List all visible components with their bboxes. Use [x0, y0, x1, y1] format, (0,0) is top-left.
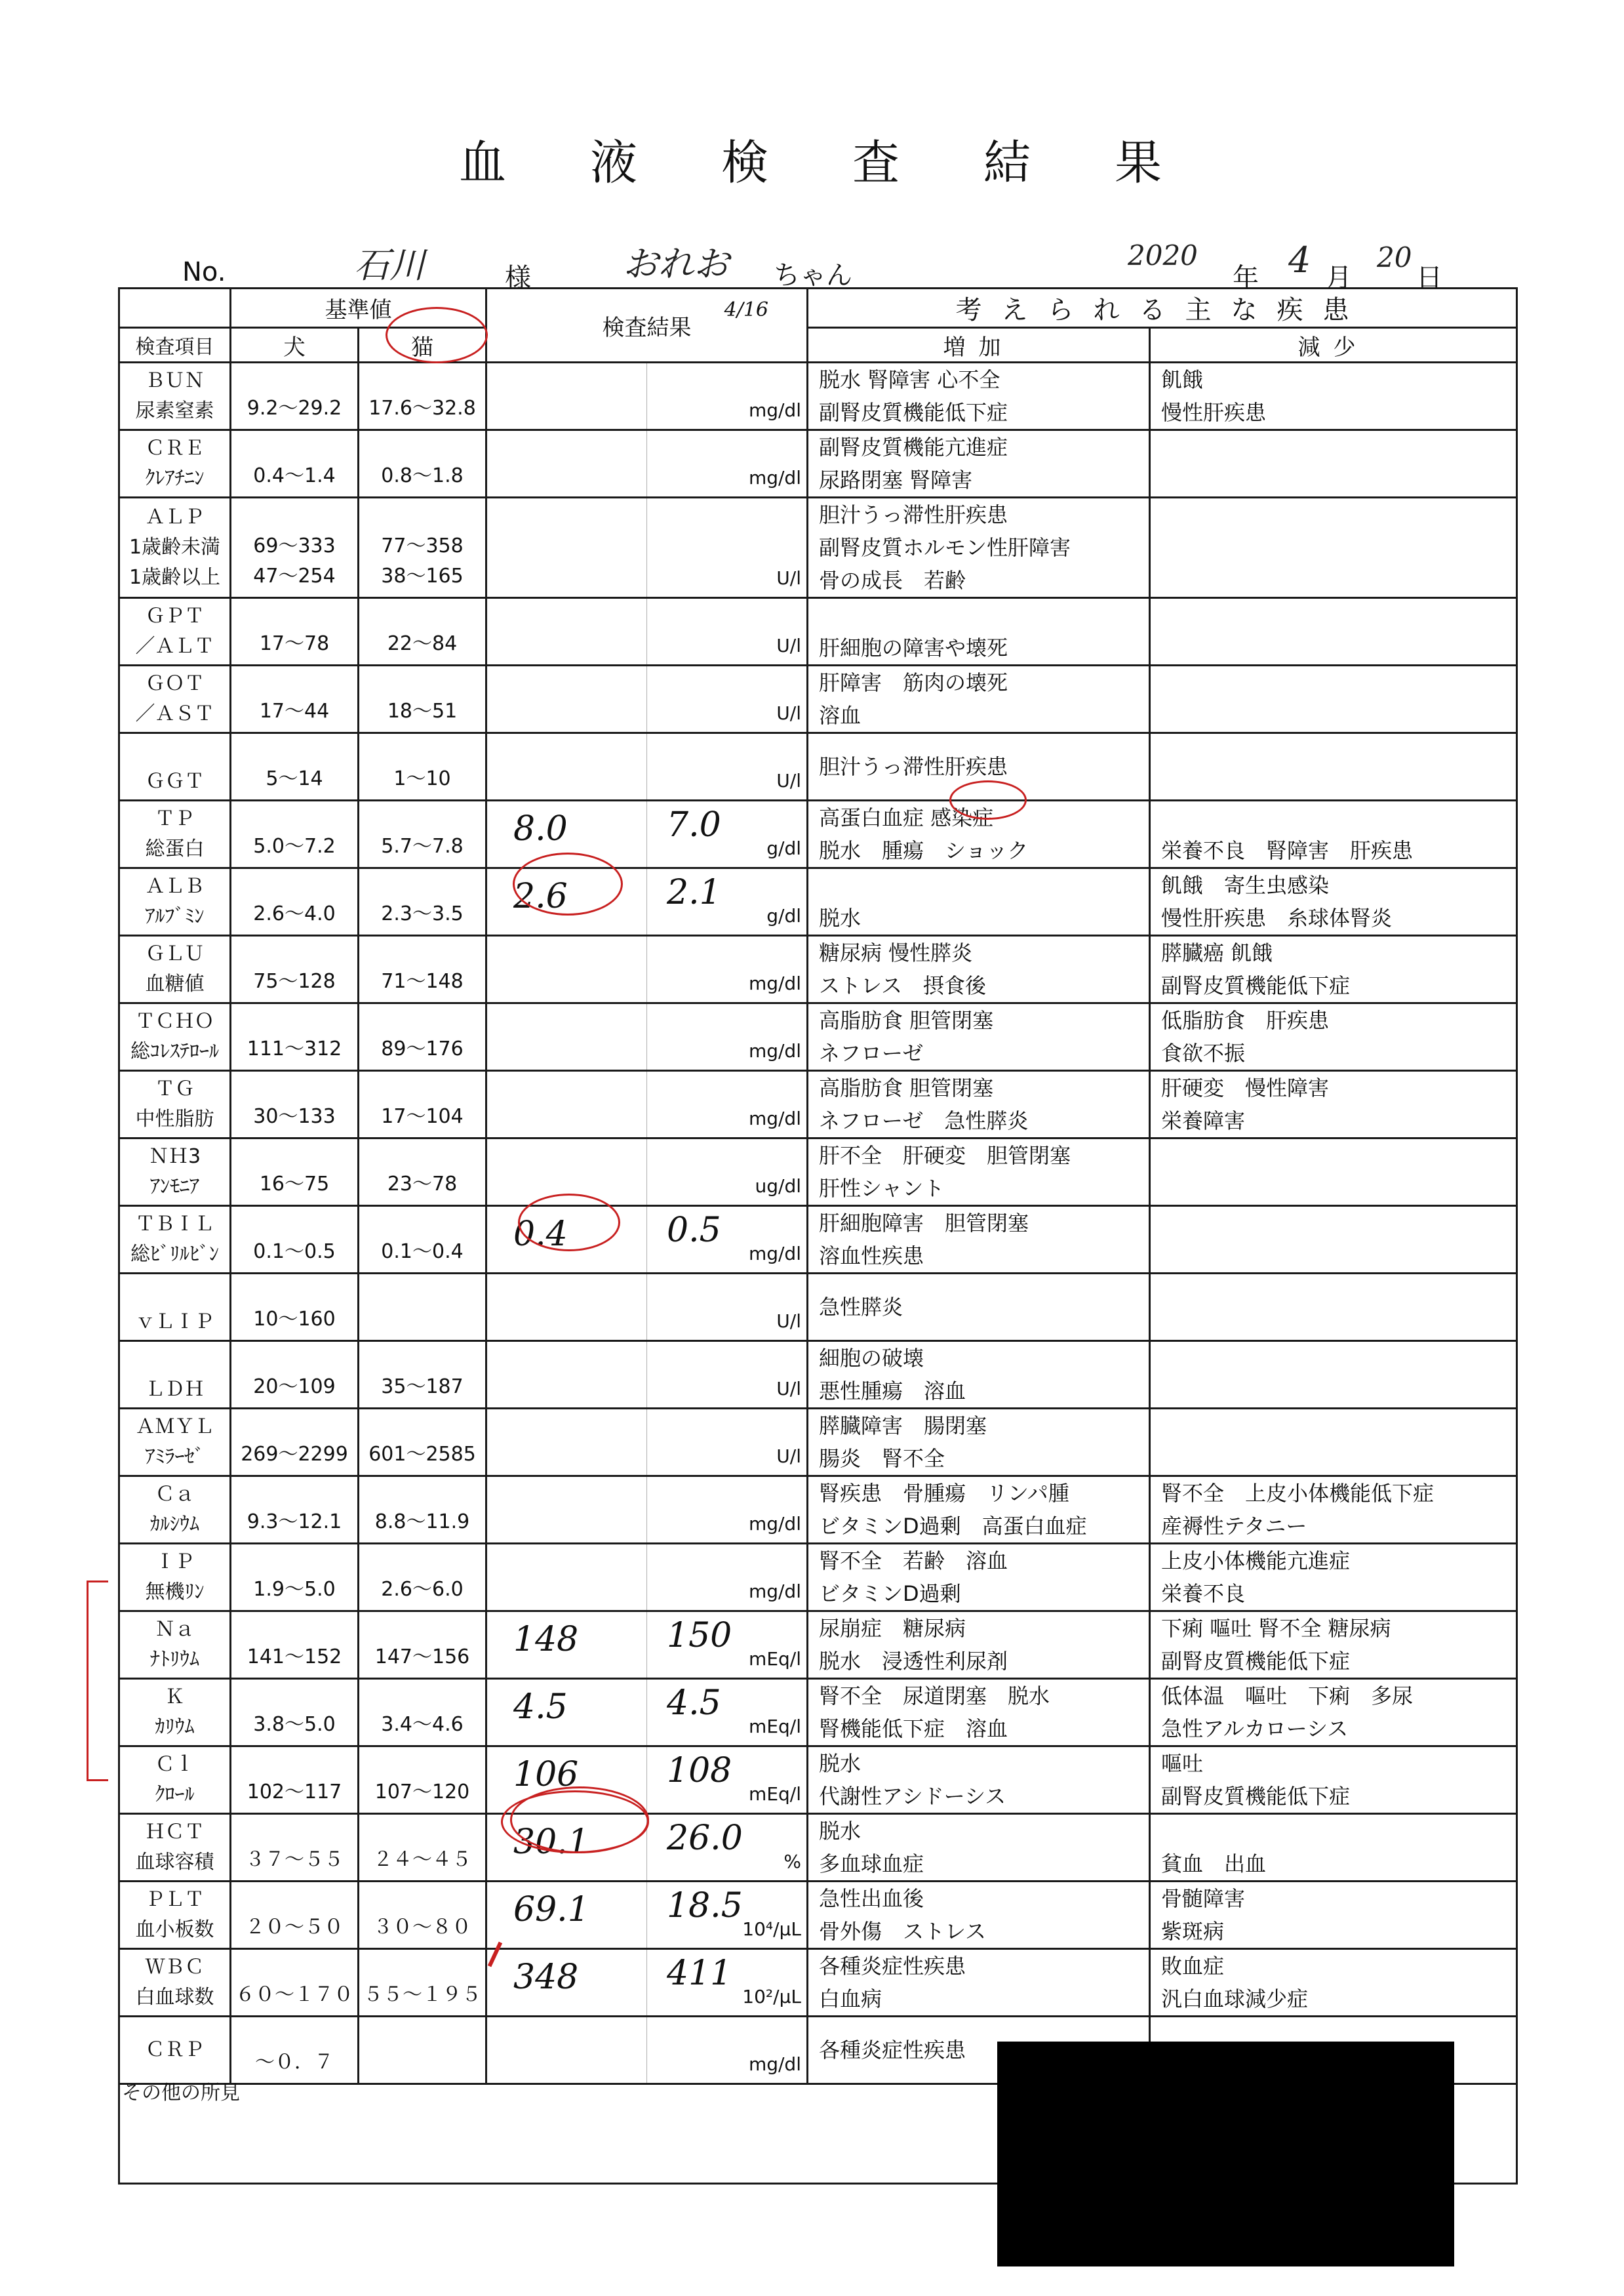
- item-header: 検査項目: [119, 328, 231, 363]
- dog-reference: 1.9～5.0: [231, 1544, 359, 1611]
- result-value-1: 4.5: [513, 1687, 568, 1727]
- disease-header: 考えられる主な疾患: [808, 289, 1517, 328]
- increase-causes: 脱水 腎障害 心不全 副腎皮質機能低下症: [808, 363, 1150, 430]
- cat-reference: 2.3～3.5: [359, 868, 486, 936]
- decrease-causes: 上皮小体機能亢進症 栄養不良: [1150, 1544, 1517, 1611]
- results-table: [118, 287, 1518, 2185]
- table-row: [119, 1274, 1517, 1341]
- cat-reference: 17～104: [359, 1071, 486, 1138]
- item-name: ＡＭＹＬ ｱﾐﾗｰｾﾞ: [119, 1409, 231, 1476]
- item-name: Ｃａ ｶﾙｼｳﾑ: [119, 1476, 231, 1544]
- unit-label: U/l: [776, 567, 801, 589]
- table-row: [119, 1138, 1517, 1206]
- redaction-block: [997, 2042, 1454, 2266]
- result-first: [486, 1949, 647, 2017]
- result-value-2: 150: [667, 1616, 732, 1655]
- result-second: [647, 1949, 808, 2017]
- unit-label: mg/dl: [748, 1243, 801, 1264]
- cat-reference: ５５～１９５: [359, 1949, 486, 2017]
- decrease-causes: [1150, 430, 1517, 498]
- dog-reference: 141～152: [231, 1611, 359, 1679]
- item-name: ＣＲＥ ｸﾚｱﾁﾆﾝ: [119, 430, 231, 498]
- dog-reference: 0.4～1.4: [231, 430, 359, 498]
- dog-reference: 269～2299: [231, 1409, 359, 1476]
- cat-reference: ３０～８０: [359, 1882, 486, 1949]
- dog-header: 犬: [231, 328, 359, 363]
- unit-label: 10⁴/μL: [742, 1918, 801, 1940]
- unit-label: g/dl: [766, 837, 801, 859]
- dog-reference: 17～78: [231, 598, 359, 666]
- decrease-causes: [1150, 1341, 1517, 1409]
- decrease-causes: 低体温 嘔吐 下痢 多尿 急性アルカローシス: [1150, 1679, 1517, 1746]
- result-second: [647, 1071, 808, 1138]
- item-header-blank: [119, 289, 231, 328]
- unit-label: g/dl: [766, 905, 801, 927]
- year-value: 2020: [1128, 239, 1198, 272]
- result-value-2: 7.0: [667, 805, 721, 845]
- alb-result-circle: [513, 853, 623, 916]
- result-first: [486, 666, 647, 733]
- table-row: [119, 1746, 1517, 1814]
- table-row: [119, 936, 1517, 1003]
- item-name: Ｋ ｶﾘｳﾑ: [119, 1679, 231, 1746]
- decrease-causes: 栄養不良 腎障害 肝疾患: [1150, 801, 1517, 868]
- table-row: [119, 1071, 1517, 1138]
- decrease-causes: [1150, 1409, 1517, 1476]
- item-name: ＮＨ3 ｱﾝﾓﾆｱ: [119, 1138, 231, 1206]
- result-second: [647, 1882, 808, 1949]
- table-row: [119, 1476, 1517, 1544]
- table-row: [119, 1544, 1517, 1611]
- day-label: 日: [1416, 263, 1442, 293]
- result-second: [647, 1679, 808, 1746]
- table-row: [119, 1882, 1517, 1949]
- cat-header-circle: [386, 307, 488, 363]
- unit-label: U/l: [776, 1378, 801, 1400]
- result-value-2: 2.1: [667, 873, 721, 912]
- unit-label: mg/dl: [748, 1040, 801, 1062]
- unit-label: mg/dl: [748, 1108, 801, 1129]
- result-value-1: 69.1: [513, 1890, 589, 1929]
- result-first: [486, 733, 647, 801]
- result-second: [647, 1003, 808, 1071]
- title-char: 結: [983, 135, 1031, 190]
- result-first: [486, 363, 647, 430]
- cat-reference: 0.8～1.8: [359, 430, 486, 498]
- result-second: [647, 1746, 808, 1814]
- dog-reference: ６０～１７０: [231, 1949, 359, 2017]
- month-label: 月: [1326, 263, 1352, 293]
- unit-label: U/l: [776, 770, 801, 792]
- increase-causes: 肝障害 筋肉の壊死 溶血: [808, 666, 1150, 733]
- decrease-causes: [1150, 498, 1517, 598]
- table-row: [119, 363, 1517, 430]
- decrease-causes: 敗血症 汎白血球減少症: [1150, 1949, 1517, 2017]
- item-name: ＧＰＴ ／ＡＬＴ: [119, 598, 231, 666]
- increase-causes: 腎不全 尿道閉塞 脱水 腎機能低下症 溶血: [808, 1679, 1150, 1746]
- year-label: 年: [1233, 263, 1259, 293]
- increase-causes: 腎疾患 骨腫瘍 リンパ腫 ビタミンD過剰 高蛋白血症: [808, 1476, 1150, 1544]
- cat-reference: 77～358 38～165: [359, 498, 486, 598]
- result-second: [647, 868, 808, 936]
- item-name: ＴＣＨＯ 総ｺﾚｽﾃﾛｰﾙ: [119, 1003, 231, 1071]
- result-value-1: 2.6: [513, 877, 568, 916]
- table-row: [119, 1003, 1517, 1071]
- decrease-causes: 飢餓 寄生虫感染 慢性肝疾患 糸球体腎炎: [1150, 868, 1517, 936]
- tbil-result-circle: [518, 1194, 620, 1251]
- table-row: [119, 1611, 1517, 1679]
- dog-reference: 5～14: [231, 733, 359, 801]
- decrease-causes: [1150, 666, 1517, 733]
- result-first: [486, 430, 647, 498]
- result-header: [486, 289, 808, 363]
- increase-causes: 脱水 代謝性アシドーシス: [808, 1746, 1150, 1814]
- unit-label: %: [783, 1851, 801, 1872]
- cat-reference: 601～2585: [359, 1409, 486, 1476]
- result-first: [486, 1882, 647, 1949]
- item-name: ＧＯＴ ／ＡＳＴ: [119, 666, 231, 733]
- title-char: 液: [590, 135, 638, 190]
- decrease-causes: 肝硬変 慢性障害 栄養障害: [1150, 1071, 1517, 1138]
- item-name: ＴＧ 中性脂肪: [119, 1071, 231, 1138]
- dog-reference: 16～75: [231, 1138, 359, 1206]
- unit-label: mg/dl: [748, 1581, 801, 1602]
- decrease-causes: 低脂肪食 肝疾患 食欲不振: [1150, 1003, 1517, 1071]
- unit-label: mg/dl: [748, 467, 801, 489]
- table-row: [119, 1409, 1517, 1476]
- result-first: [486, 598, 647, 666]
- item-name: ｖＬＩＰ: [119, 1274, 231, 1341]
- increase-causes: 急性出血後 骨外傷 ストレス: [808, 1882, 1150, 1949]
- table-row: [119, 1679, 1517, 1746]
- increase-causes: 胆汁うっ滞性肝疾患 副腎皮質ホルモン性肝障害 骨の成長 若齢: [808, 498, 1150, 598]
- cat-reference: 17.6～32.8: [359, 363, 486, 430]
- table-row: [119, 1814, 1517, 1882]
- cat-reference: 22～84: [359, 598, 486, 666]
- dog-reference: ３７～５５: [231, 1814, 359, 1882]
- result-second: [647, 666, 808, 733]
- item-name: ＷＢＣ 白血球数: [119, 1949, 231, 2017]
- cat-reference: [359, 1274, 486, 1341]
- item-name: ＴＰ 総蛋白: [119, 801, 231, 868]
- reference-header: 基準値: [231, 289, 486, 328]
- unit-label: ug/dl: [755, 1175, 801, 1197]
- result-second: [647, 2017, 808, 2084]
- result-first: [486, 1003, 647, 1071]
- increase-causes: 各種炎症性疾患: [808, 2017, 1150, 2084]
- result-second: [647, 1138, 808, 1206]
- chan-label: ちゃん: [774, 260, 852, 291]
- decrease-causes: [1150, 1274, 1517, 1341]
- dog-reference: 102～117: [231, 1746, 359, 1814]
- owner-name: 石川: [354, 245, 425, 286]
- result-first: [486, 1071, 647, 1138]
- decrease-causes: [1150, 598, 1517, 666]
- result-first: [486, 2017, 647, 2084]
- item-name: ＬＤＨ: [119, 1341, 231, 1409]
- item-name: ＨＣＴ 血球容積: [119, 1814, 231, 1882]
- result-value-1: 8.0: [513, 809, 568, 849]
- increase-causes: 脱水: [808, 868, 1150, 936]
- cat-reference: 71～148: [359, 936, 486, 1003]
- infection-circle: [949, 780, 1027, 820]
- decrease-causes: [1150, 1206, 1517, 1274]
- result-first: [486, 498, 647, 598]
- result-second: [647, 1274, 808, 1341]
- increase-header: 増加: [808, 328, 1150, 363]
- decrease-causes: 貧血 出血: [1150, 1814, 1517, 1882]
- increase-causes: 高脂肪食 胆管閉塞 ネフローゼ 急性膵炎: [808, 1071, 1150, 1138]
- unit-label: mEq/l: [749, 1716, 801, 1737]
- item-name: ＧＬＵ 血糖値: [119, 936, 231, 1003]
- page-title: [0, 125, 1624, 197]
- result-value-2: 0.5: [667, 1211, 721, 1250]
- dog-reference: 75～128: [231, 936, 359, 1003]
- result-second: [647, 598, 808, 666]
- decrease-causes: [1150, 1138, 1517, 1206]
- table-row: [119, 1341, 1517, 1409]
- result-value-2: 4.5: [667, 1683, 721, 1723]
- cat-reference: 147～156: [359, 1611, 486, 1679]
- title-char: 査: [852, 135, 900, 190]
- cat-reference: 3.4～4.6: [359, 1679, 486, 1746]
- result-value-1: 148: [513, 1620, 579, 1659]
- cat-reference: 0.1～0.4: [359, 1206, 486, 1274]
- decrease-causes: 飢餓 慢性肝疾患: [1150, 363, 1517, 430]
- result-value-2: 108: [667, 1751, 732, 1790]
- result-first: [486, 1274, 647, 1341]
- dog-reference: ２０～５０: [231, 1882, 359, 1949]
- dog-reference: 3.8～5.0: [231, 1679, 359, 1746]
- result-second: [647, 801, 808, 868]
- cat-reference: 23～78: [359, 1138, 486, 1206]
- cat-header: 猫: [359, 328, 486, 363]
- table-row: [119, 1206, 1517, 1274]
- unit-label: mg/dl: [748, 2053, 801, 2075]
- sama-label: 様: [505, 263, 531, 293]
- unit-label: U/l: [776, 1445, 801, 1467]
- title-char: 検: [721, 135, 769, 190]
- item-name: ＩＰ 無機ﾘﾝ: [119, 1544, 231, 1611]
- dog-reference: 2.6～4.0: [231, 868, 359, 936]
- decrease-causes: 下痢 嘔吐 腎不全 糖尿病 副腎皮質機能低下症: [1150, 1611, 1517, 1679]
- decrease-causes: 腎不全 上皮小体機能低下症 産褥性テタニー: [1150, 1476, 1517, 1544]
- result-second: [647, 1544, 808, 1611]
- dog-reference: 20～109: [231, 1341, 359, 1409]
- result-value-2: 18.5: [667, 1886, 743, 1925]
- increase-causes: 尿崩症 糖尿病 脱水 浸透性利尿剤: [808, 1611, 1150, 1679]
- decrease-header: 減少: [1150, 328, 1517, 363]
- cat-reference: 18～51: [359, 666, 486, 733]
- dog-reference: 17～44: [231, 666, 359, 733]
- table-row: [119, 598, 1517, 666]
- unit-label: U/l: [776, 635, 801, 656]
- increase-causes: 糖尿病 慢性膵炎 ストレス 摂食後: [808, 936, 1150, 1003]
- item-name: ＧＧＴ: [119, 733, 231, 801]
- increase-causes: 急性膵炎: [808, 1274, 1150, 1341]
- unit-label: mEq/l: [749, 1648, 801, 1670]
- increase-causes: 胆汁うっ滞性肝疾患: [808, 733, 1150, 801]
- cat-reference: 1～10: [359, 733, 486, 801]
- table-row: [119, 868, 1517, 936]
- item-name: ＰＬＴ 血小板数: [119, 1882, 231, 1949]
- unit-label: mg/dl: [748, 399, 801, 421]
- dog-reference: 0.1～0.5: [231, 1206, 359, 1274]
- table-row: [119, 733, 1517, 801]
- result-value-1: 348: [513, 1958, 579, 1997]
- increase-causes: 肝細胞の障害や壊死: [808, 598, 1150, 666]
- table-row: [119, 666, 1517, 733]
- increase-causes: 肝細胞障害 胆管閉塞 溶血性疾患: [808, 1206, 1150, 1274]
- result-second: [647, 733, 808, 801]
- item-name: ＢＵＮ 尿素窒素: [119, 363, 231, 430]
- result-second: [647, 1409, 808, 1476]
- cat-reference: 89～176: [359, 1003, 486, 1071]
- unit-label: mg/dl: [748, 1513, 801, 1535]
- increase-causes: 腎不全 若齢 溶血 ビタミンD過剰: [808, 1544, 1150, 1611]
- dog-reference: 111～312: [231, 1003, 359, 1071]
- result-second: [647, 363, 808, 430]
- result-value-2: 26.0: [667, 1819, 743, 1858]
- decrease-causes: 骨髄障害 紫斑病: [1150, 1882, 1517, 1949]
- result-second: [647, 430, 808, 498]
- decrease-causes: 嘔吐 副腎皮質機能低下症: [1150, 1746, 1517, 1814]
- table-row: [119, 1949, 1517, 2017]
- result-second: [647, 498, 808, 598]
- item-name: ＡＬＢ ｱﾙﾌﾞﾐﾝ: [119, 868, 231, 936]
- no-label: No.: [182, 257, 226, 287]
- item-name: ＣＲＰ: [119, 2017, 231, 2084]
- result-value-1: 30.1: [513, 1823, 589, 1862]
- increase-causes: 脱水 多血球血症: [808, 1814, 1150, 1882]
- result-second: [647, 1206, 808, 1274]
- dog-reference: 5.0～7.2: [231, 801, 359, 868]
- result-second: [647, 1814, 808, 1882]
- unit-label: U/l: [776, 702, 801, 724]
- item-name: ＴＢＩＬ 総ﾋﾞﾘﾙﾋﾞﾝ: [119, 1206, 231, 1274]
- title-char: 血: [459, 135, 507, 190]
- result-value-1: 106: [513, 1755, 579, 1794]
- decrease-causes: [1150, 733, 1517, 801]
- result-second: [647, 1611, 808, 1679]
- result-first: [486, 1544, 647, 1611]
- cat-reference: 2.6～6.0: [359, 1544, 486, 1611]
- increase-causes: 各種炎症性疾患 白血病: [808, 1949, 1150, 2017]
- result-first: [486, 1611, 647, 1679]
- result-value-1: 0.4: [513, 1215, 568, 1254]
- table-row: [119, 430, 1517, 498]
- result-value-2: 411: [667, 1954, 732, 1993]
- result-first: [486, 1476, 647, 1544]
- increase-causes: 膵臓障害 腸閉塞 腸炎 腎不全: [808, 1409, 1150, 1476]
- increase-causes: 副腎皮質機能亢進症 尿路閉塞 腎障害: [808, 430, 1150, 498]
- increase-causes: 細胞の破壊 悪性腫瘍 溶血: [808, 1341, 1150, 1409]
- dog-reference: 9.2～29.2: [231, 363, 359, 430]
- result-first: [486, 1679, 647, 1746]
- day-value: 20: [1377, 241, 1412, 273]
- notes-label: その他の所見: [122, 2082, 240, 2105]
- dog-reference: 9.3～12.1: [231, 1476, 359, 1544]
- increase-causes: 肝不全 肝硬変 胆管閉塞 肝性シャント: [808, 1138, 1150, 1206]
- result-first: [486, 936, 647, 1003]
- cat-reference: 8.8～11.9: [359, 1476, 486, 1544]
- dog-reference: 30～133: [231, 1071, 359, 1138]
- unit-label: mEq/l: [749, 1783, 801, 1805]
- result-first: [486, 1409, 647, 1476]
- item-name: Ｎａ ﾅﾄﾘｳﾑ: [119, 1611, 231, 1679]
- result-date: 4/16: [724, 298, 768, 321]
- result-second: [647, 1476, 808, 1544]
- pet-name: おれお: [623, 243, 729, 285]
- hct-result-circle-outer: [510, 1786, 649, 1853]
- unit-label: 10²/μL: [742, 1986, 801, 2007]
- unit-label: mg/dl: [748, 973, 801, 994]
- electrolyte-bracket: [87, 1581, 108, 1781]
- month-value: 4: [1288, 239, 1311, 281]
- dog-reference: 69～333 47～254: [231, 498, 359, 598]
- cat-reference: 107～120: [359, 1746, 486, 1814]
- increase-causes: 高脂肪食 胆管閉塞 ネフローゼ: [808, 1003, 1150, 1071]
- item-name: Ｃｌ ｸﾛｰﾙ: [119, 1746, 231, 1814]
- dog-reference: 10～160: [231, 1274, 359, 1341]
- result-first: [486, 1341, 647, 1409]
- decrease-causes: 膵臓癌 飢餓 副腎皮質機能低下症: [1150, 936, 1517, 1003]
- result-header-label: 検査結果: [602, 314, 692, 341]
- unit-label: U/l: [776, 1310, 801, 1332]
- result-second: [647, 936, 808, 1003]
- table-row: [119, 801, 1517, 868]
- dog-reference: ～０．７: [231, 2017, 359, 2084]
- cat-reference: 5.7～7.8: [359, 801, 486, 868]
- cat-reference: 35～187: [359, 1341, 486, 1409]
- table-row: [119, 498, 1517, 598]
- cat-reference: ２４～４５: [359, 1814, 486, 1882]
- item-name: ＡＬＰ 1歳齢未満 1歳齢以上: [119, 498, 231, 598]
- title-char: 果: [1115, 135, 1162, 190]
- increase-causes: 高蛋白血症 感染症 脱水 腫瘍 ショック: [808, 801, 1150, 868]
- result-second: [647, 1341, 808, 1409]
- cat-reference: [359, 2017, 486, 2084]
